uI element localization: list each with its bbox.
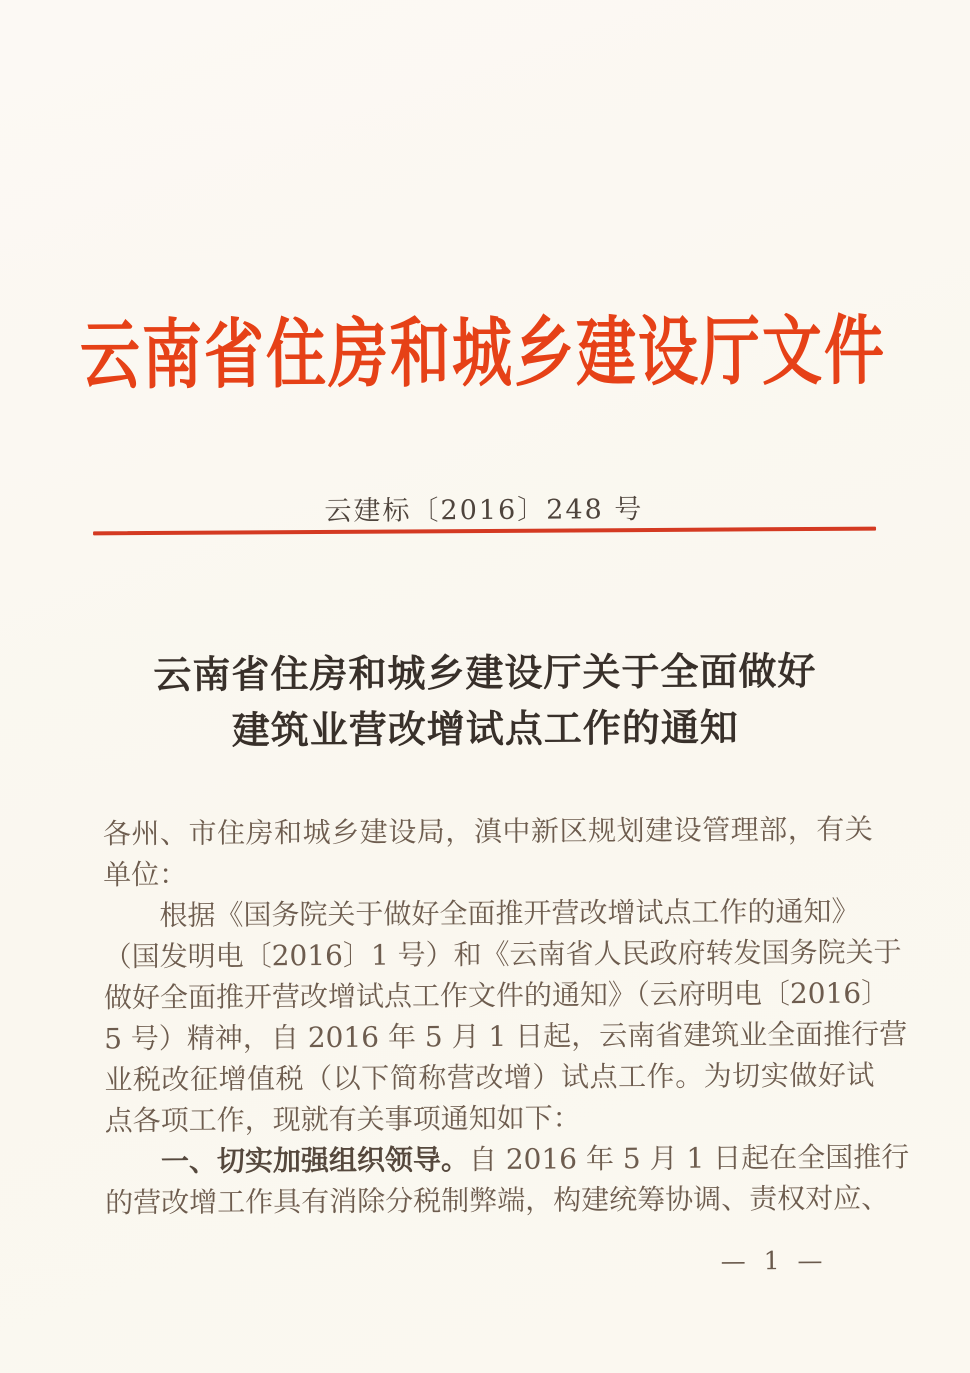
body-line-section1-2: 的营改增工作具有消除分税制弊端，构建统筹协调、责权对应、 [105, 1181, 890, 1220]
body-line-paragraph1-6: 点各项工作，现就有关事项通知如下： [104, 1101, 581, 1138]
body-line-paragraph1-3: 做好全面推开营改增试点工作文件的通知》（云府明电〔2016〕 [103, 976, 890, 1015]
document-title [0, 642, 970, 760]
agency-header-title: 云南省住房和城乡建设厅文件 [79, 307, 887, 401]
section1-heading: 一、切实加强组织领导。 [160, 1143, 470, 1178]
document-body [102, 809, 910, 1224]
body-line-paragraph1-2: （国发明电〔2016〕1 号）和《云南省人民政府转发国务院关于 [103, 935, 902, 974]
document-number: 云建标〔2016〕248 号 [324, 494, 644, 527]
body-line-section1-1 [105, 1137, 910, 1183]
body-line-paragraph1-5: 业税改征增值税（以下简称营改增）试点工作。为切实做好试 [104, 1058, 875, 1097]
section1-text-start: 自 2016 年 5 月 1 日起在全国推行 [468, 1140, 910, 1177]
body-line-paragraph1-1: 根据《国务院关于做好全面推开营改增试点工作的通知》 [159, 894, 860, 932]
body-line-paragraph1-4: 5 号）精神，自 2016 年 5 月 1 日起，云南省建筑业全面推行营 [104, 1017, 908, 1056]
document-title-line2: 建筑业营改增试点工作的通知 [231, 704, 739, 753]
page-number: — 1 — [720, 1245, 828, 1276]
body-line-salutation-2: 单位： [103, 857, 188, 892]
body-line-salutation-1: 各州、市住房和城乡建设局，滇中新区规划建设管理部，有关 [102, 812, 873, 851]
document-title-line1: 云南省住房和城乡建设厅关于全面做好 [153, 647, 817, 698]
